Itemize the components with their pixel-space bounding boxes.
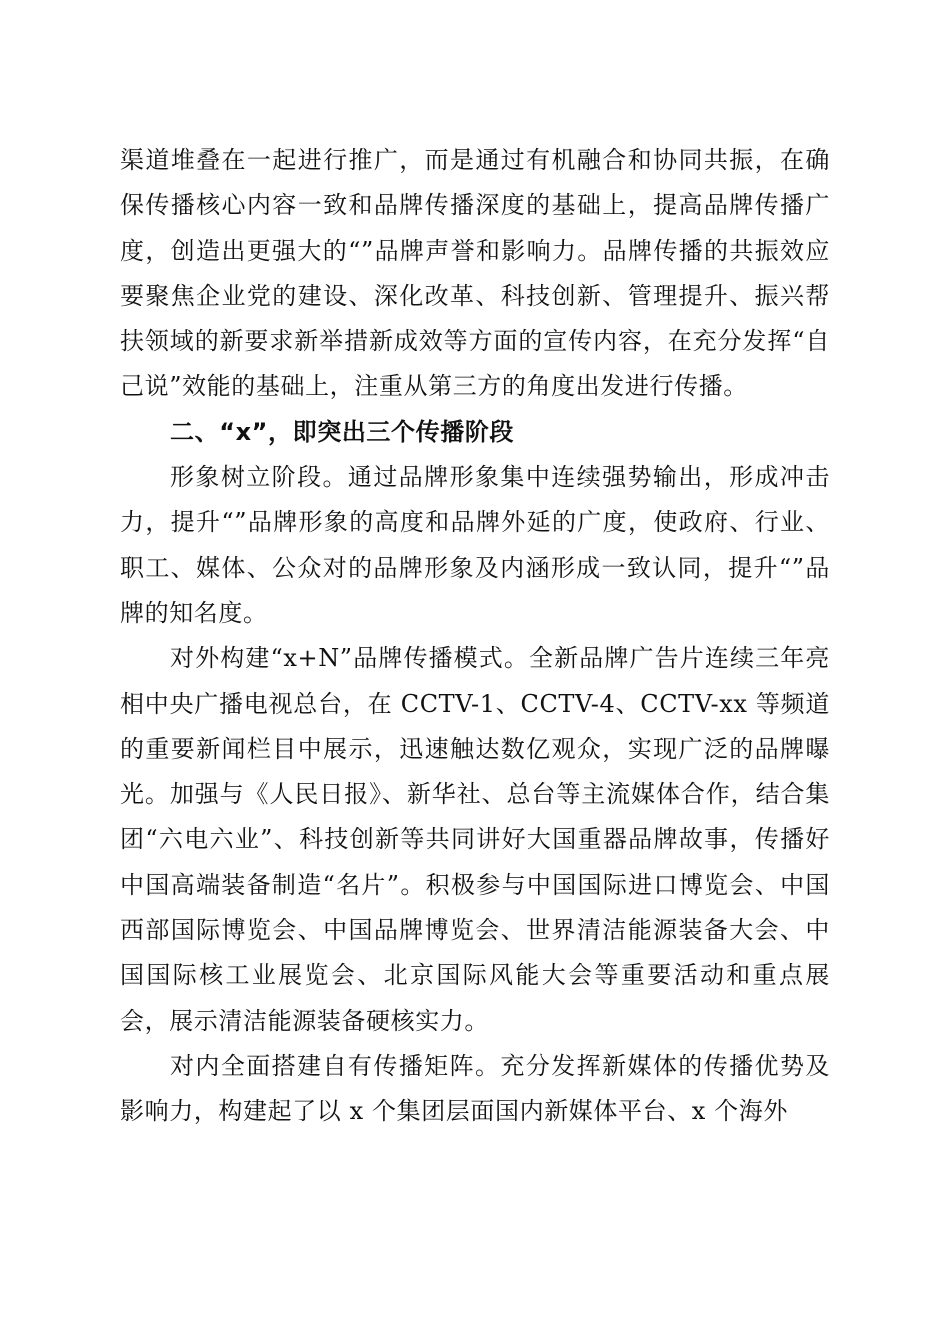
body-paragraph: 对外构建“x+N”品牌传播模式。全新品牌广告片连续三年亮相中央广播电视总台，在 CCTV-1、CCTV-4、CCTV-xx 等频道的重要新闻栏目中展示，迅速触达数亿观众，实现广泛的品牌曝光。加强与《人民日报》、新华社、总台等主流媒体合作，结合集团“六电六业”、科技创新等共同讲好大国重器品牌故事，传播好中国高端装备制造“名片”。积极参与中国国际进口博览会、中国西部国际博览会、中国品牌博览会、世界清洁能源装备大会、中国国际核工业展览会、北京国际风能大会等重要活动和重点展会，展示清洁能源装备硬核实力。 xyxy=(120,644,830,1035)
body-paragraph: 渠道堆叠在一起进行推广，而是通过有机融合和协同共振，在确保传播核心内容一致和品牌传播深度的基础上，提高品牌传播广度，创造出更强大的“”品牌声誉和影响力。品牌传播的共振效应要聚焦企业党的建设、深化改革、科技创新、管理提升、振兴帮扶领域的新要求新举措新成效等方面的宣传内容，在充分发挥“自己说”效能的基础上，注重从第三方的角度出发进行传播。 xyxy=(120,146,830,401)
section-heading: 二、“x”，即突出三个传播阶段 xyxy=(170,417,515,446)
body-paragraph: 形象树立阶段。通过品牌形象集中连续强势输出，形成冲击力，提升“”品牌形象的高度和品牌外延的广度，使政府、行业、职工、媒体、公众对的品牌形象及内涵形成一致认同，提升“”品牌的知名度。 xyxy=(120,463,830,627)
body-paragraph: 对内全面搭建自有传播矩阵。充分发挥新媒体的传播优势及影响力，构建起了以 x 个集团层面国内新媒体平台、x 个海外 xyxy=(120,1051,830,1126)
document-page xyxy=(120,138,830,1135)
